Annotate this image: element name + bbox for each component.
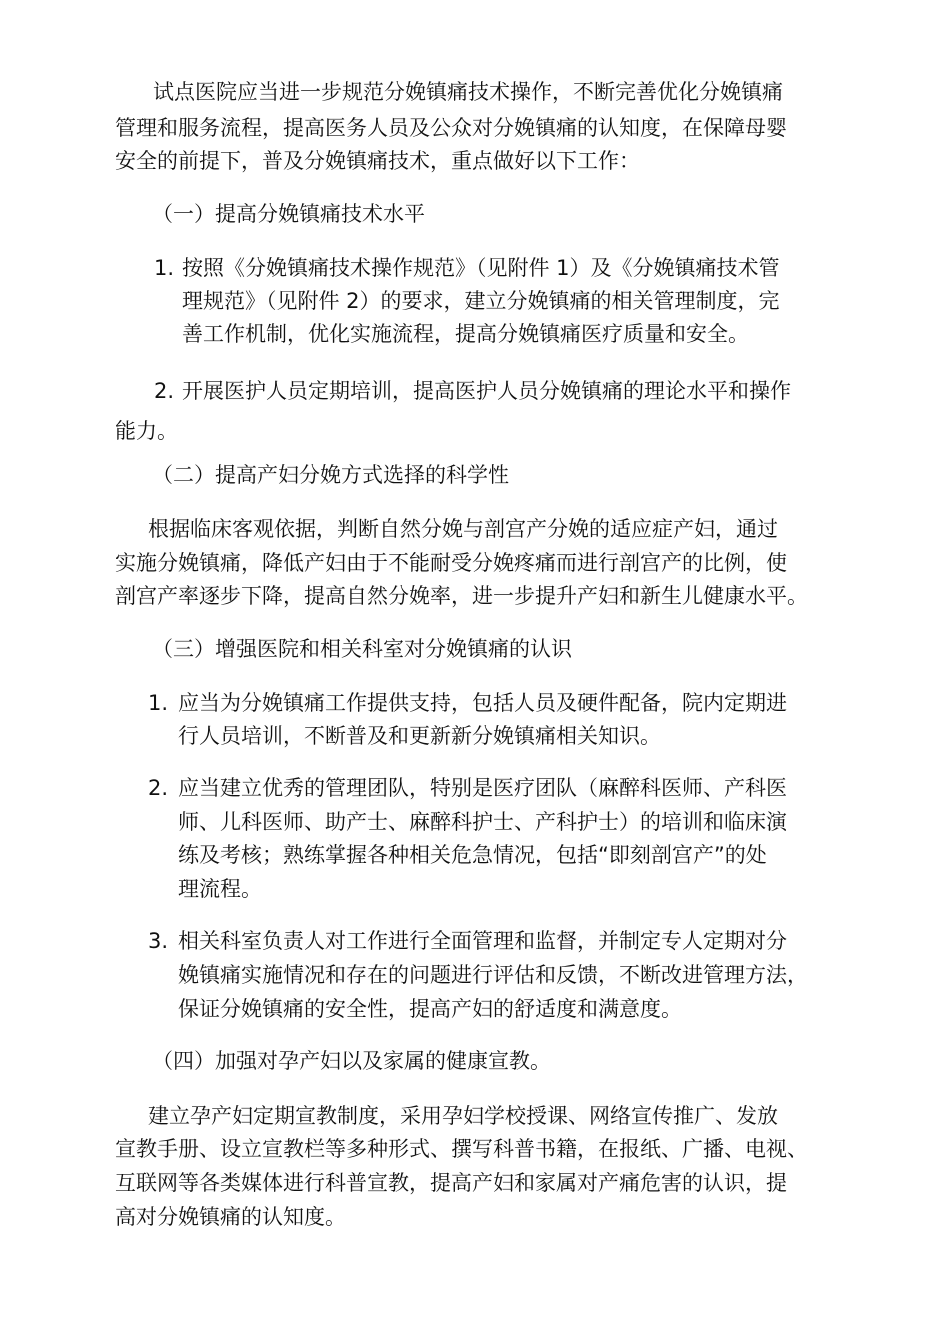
- section-1-item-2-line-1: 开展医护人员定期培训，提高医护人员分娩镇痛的理论水平和操作: [182, 379, 791, 403]
- section-1-item-1-line-3: 善工作机制，优化实施流程，提高分娩镇痛医疗质量和安全。: [182, 322, 749, 346]
- section-3-item-3-line-1: 相关科室负责人对工作进行全面管理和监督，并制定专人定期对分: [178, 929, 787, 953]
- section-1-item-2-number: 2.: [154, 379, 175, 403]
- section-3-item-2-line-2: 师、儿科医师、助产士、麻醉科护士、产科护士）的培训和临床演: [178, 810, 787, 834]
- intro-line-2: 管理和服务流程，提高医务人员及公众对分娩镇痛的认知度，在保障母婴: [115, 116, 787, 140]
- section-1-item-1-line-2: 理规范》（见附件 2）的要求，建立分娩镇痛的相关管理制度，完: [182, 289, 780, 313]
- section-1-heading: （一）提高分娩镇痛技术水平: [152, 202, 425, 226]
- section-3-item-2-line-1: 应当建立优秀的管理团队，特别是医疗团队（麻醉科医师、产科医: [178, 776, 787, 800]
- section-3-item-3-number: 3.: [148, 929, 169, 953]
- section-1-item-1-number: 1.: [154, 256, 175, 280]
- intro-line-3: 安全的前提下，普及分娩镇痛技术，重点做好以下工作：: [115, 149, 640, 173]
- section-3-item-2-line-3: 练及考核；熟练掌握各种相关危急情况，包括“即刻剖宫产”的处: [178, 843, 767, 867]
- section-3-item-1-line-2: 行人员培训，不断普及和更新新分娩镇痛相关知识。: [178, 724, 661, 748]
- section-3-item-1-line-1: 应当为分娩镇痛工作提供支持，包括人员及硬件配备，院内定期进: [178, 691, 787, 715]
- section-3-item-3-line-3: 保证分娩镇痛的安全性，提高产妇的舒适度和满意度。: [178, 997, 682, 1021]
- section-4-line-1: 建立孕产妇定期宣教制度，采用孕妇学校授课、网络宣传推广、发放: [148, 1104, 778, 1128]
- section-1-item-2-line-2: 能力。: [115, 419, 178, 443]
- section-1-item-1-line-1: 按照《分娩镇痛技术操作规范》（见附件 1）及《分娩镇痛技术管: [182, 256, 780, 280]
- section-4-line-3: 互联网等各类媒体进行科普宣教，提高产妇和家属对产痛危害的认识，提: [115, 1171, 787, 1195]
- section-3-heading: （三）增强医院和相关科室对分娩镇痛的认识: [152, 637, 572, 661]
- section-2-line-3: 剖宫产率逐步下降，提高自然分娩率，进一步提升产妇和新生儿健康水平。: [115, 584, 808, 608]
- section-4-heading: （四）加强对孕产妇以及家属的健康宣教。: [152, 1049, 551, 1073]
- section-2-line-1: 根据临床客观依据，判断自然分娩与剖宫产分娩的适应症产妇，通过: [148, 517, 778, 541]
- section-2-line-2: 实施分娩镇痛，降低产妇由于不能耐受分娩疼痛而进行剖宫产的比例，使: [115, 551, 787, 575]
- section-3-item-2-number: 2.: [148, 776, 169, 800]
- section-2-heading: （二）提高产妇分娩方式选择的科学性: [152, 463, 509, 487]
- section-3-item-2-line-4: 理流程。: [178, 877, 262, 901]
- section-3-item-1-number: 1.: [148, 691, 169, 715]
- section-3-item-3-line-2: 娩镇痛实施情况和存在的问题进行评估和反馈，不断改进管理方法，: [178, 963, 808, 987]
- section-4-line-2: 宣教手册、设立宣教栏等多种形式、撰写科普书籍，在报纸、广播、电视、: [115, 1137, 808, 1161]
- intro-line-1: 试点医院应当进一步规范分娩镇痛技术操作，不断完善优化分娩镇痛: [153, 80, 783, 104]
- section-4-line-4: 高对分娩镇痛的认知度。: [115, 1205, 346, 1229]
